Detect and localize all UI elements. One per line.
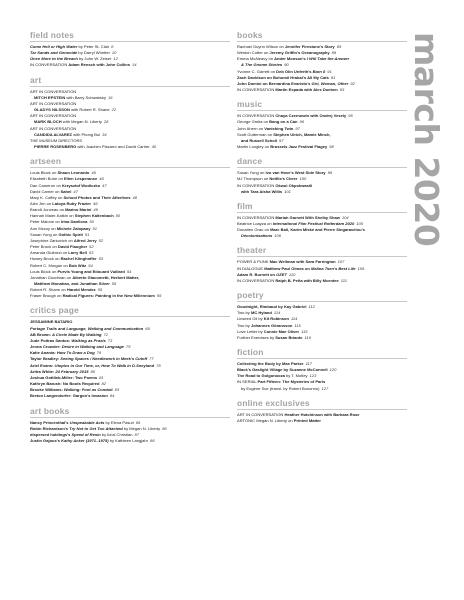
entry-text: Heather Hutchinson with Barbara Rose xyxy=(284,411,360,417)
entry-text: Breton Langendorfer: xyxy=(30,393,73,399)
entry-text: Scott Gutterman on xyxy=(237,131,274,137)
entry-text: Mac Wellman with Sara Farrington xyxy=(269,259,336,265)
entry-text: Linseed Oil by xyxy=(237,316,264,322)
page-number: 93 xyxy=(339,87,345,93)
entry-text: Netflix's Cheer xyxy=(269,176,298,182)
page-number: 55 xyxy=(156,293,162,299)
section-heading: online exclusives xyxy=(237,398,407,410)
entry-text: Susan Briante xyxy=(275,334,303,340)
page-number: 48 xyxy=(132,194,138,200)
entry-text: MITCH EPSTEIN xyxy=(34,94,66,100)
toc-entry[interactable] xyxy=(237,87,407,93)
entry-text: Rachel Klinghoffer xyxy=(60,256,97,262)
entry-text: Beatrice Loayza on xyxy=(237,220,273,226)
entry-text: IN CONVERSATION xyxy=(30,62,69,68)
entry-text: Martin Longley on xyxy=(237,144,271,150)
page-number: 10 xyxy=(111,50,117,56)
page-number: 40 xyxy=(151,144,157,150)
entry-text: George Grella on xyxy=(237,119,270,125)
page-number: 114 xyxy=(273,310,281,316)
entry-text: School Photos and Their Afterlives xyxy=(63,194,131,200)
page-number: 95 xyxy=(348,113,353,119)
entry-text: Once More to the Breach xyxy=(30,56,78,62)
entry-text: Kathy Acker (1971–1975) xyxy=(61,437,109,443)
page-number: 90 xyxy=(284,62,289,68)
section-heading: books xyxy=(237,30,407,42)
entry-text: Purvis Young and Edouard Vuillard xyxy=(57,268,125,274)
entry-text: with Megan N. Liberty xyxy=(61,119,102,125)
entry-text: Irina Danilova xyxy=(60,219,88,225)
entry-text: Peter Malone on xyxy=(30,219,61,225)
entry-text: Part Fifteen: The Mysteries of Paris xyxy=(257,379,326,385)
entry-text: Zach Davidson on Bohumil Hrabal's All My Cats xyxy=(237,74,329,80)
page-number: 12 xyxy=(113,56,118,62)
page-number: 8 xyxy=(111,44,114,49)
toc-entry[interactable] xyxy=(237,144,407,150)
entry-text: Brooke Williams: xyxy=(30,387,64,393)
section-heading: artseen xyxy=(30,156,230,168)
entry-text: Ander Monson's xyxy=(274,56,307,62)
toc-entry[interactable] xyxy=(237,233,407,239)
entry-text: Girl, Woman, Other xyxy=(311,80,349,86)
page-number: 46 xyxy=(99,176,104,182)
entry-text: Louis Block on xyxy=(30,268,58,274)
toc-entry[interactable] xyxy=(237,418,407,424)
entry-text: ART IN CONVERSATION xyxy=(237,411,285,417)
entry-text: Donatien Grau on xyxy=(237,227,271,233)
entry-text: ART IN CONVERSATION xyxy=(30,88,77,94)
page-number: 51 xyxy=(92,225,98,231)
entry-text: Jeremy Griffin's Oceanography xyxy=(269,50,330,56)
entry-text: Love Letter by xyxy=(237,328,264,334)
page-number: 69 xyxy=(145,325,150,331)
entry-text: Kathryn Barush: xyxy=(30,381,63,387)
entry-text: IN CONVERSATION xyxy=(237,182,276,188)
entry-text: Michele Zalopany xyxy=(56,225,91,231)
issue-date-vertical-title: march 2020 xyxy=(407,32,446,247)
section-poetry xyxy=(237,290,407,341)
page-number: 92 xyxy=(350,80,355,86)
entry-text: Shaun Leonardo xyxy=(57,170,90,176)
page-number: 112 xyxy=(308,304,315,310)
entry-text: by Kathleen Langjahr xyxy=(108,437,149,443)
page-number: 86 xyxy=(135,419,141,425)
page-number: 96 xyxy=(299,119,305,125)
entry-text: Susan Yung on xyxy=(237,170,266,176)
page-number: 89 xyxy=(336,44,342,49)
entry-text: Walking: Foot as Conduit xyxy=(63,387,113,393)
section-fiction xyxy=(237,347,407,392)
entry-text: Ariel Evans: xyxy=(30,362,55,368)
page-number: 53 xyxy=(88,250,94,256)
page-number: 55 xyxy=(97,287,103,293)
page-number: 89 xyxy=(331,50,337,56)
entry-text: Adam R. Burnett on xyxy=(237,271,277,277)
section-heading: field notes xyxy=(30,30,230,42)
page-number: 87 xyxy=(134,431,140,437)
entry-text: Peter Brock on xyxy=(30,244,58,250)
entry-text: PIERRE ROSENBERG xyxy=(34,144,77,150)
section-heading: theater xyxy=(237,245,407,257)
entry-text: Robert C. Morgan on xyxy=(30,262,69,268)
page-number: 50 xyxy=(115,213,121,219)
page-number: 115 xyxy=(294,322,301,328)
entry-text: Further Exercises by xyxy=(237,334,276,340)
entry-text: Try Not to Get Too Attached xyxy=(69,425,123,431)
entry-text: International Film Festival Rotterdam 2020 xyxy=(272,220,355,226)
page-number: 97 xyxy=(295,125,300,131)
page-number: 78 xyxy=(156,362,161,368)
page-number: 52 xyxy=(89,244,94,250)
page-number: 50 xyxy=(89,219,94,225)
entry-text: MJ Thompson on xyxy=(237,176,270,182)
section-art xyxy=(30,75,230,151)
entry-text: Marino Marini xyxy=(65,207,92,213)
entry-text: with Barry Schwabsky xyxy=(65,94,106,100)
section-heading: art xyxy=(30,75,230,87)
entry-text: Ralph B. Peña with Billy Mcentee xyxy=(275,277,339,283)
section-art-books xyxy=(30,406,230,445)
entry-text: MC Hyland xyxy=(250,310,272,316)
entry-text: Louis Block on xyxy=(30,170,58,176)
entry-text: Tar Sands and Genocide xyxy=(30,50,78,56)
page-number: 53 xyxy=(98,256,104,262)
toc-entry[interactable] xyxy=(30,393,230,399)
page-number: 120 xyxy=(329,367,337,373)
page-number: 101 xyxy=(284,188,291,194)
entry-text: ART IN CONVERSATION xyxy=(30,113,77,119)
entry-text: Hannah Maier-Katkin on xyxy=(30,213,75,219)
page-number: 105 xyxy=(356,220,363,226)
entry-text: Weston Cutter on xyxy=(237,50,270,56)
entry-text: Ellen Lesperance xyxy=(63,176,98,182)
page-number: 46 xyxy=(91,170,96,176)
page-number: 75 xyxy=(125,344,131,350)
entry-text: IN CONVERSATION xyxy=(237,87,276,93)
entry-text: Howey Brock on xyxy=(30,256,61,262)
page-number: 47 xyxy=(73,188,78,194)
section-heading: film xyxy=(237,201,407,213)
entry-text: Walking as Praxis xyxy=(71,337,106,343)
page-number: 55 xyxy=(111,281,117,286)
page-number: 107 xyxy=(337,259,345,265)
entry-text: by John W. Zeiser xyxy=(77,56,112,62)
entry-text: Rachael Guynn Wilson on xyxy=(237,44,285,49)
entry-text: Yvonne C. Garrett on xyxy=(237,68,277,74)
entry-text: Alberto Giacometti, Herbert Matter, xyxy=(72,274,140,280)
page-number: 52 xyxy=(98,237,104,243)
entry-text: Dan Cameron on xyxy=(30,182,62,188)
page-number: 47 xyxy=(102,182,107,188)
entry-text: CANDIDA ALVAREZ xyxy=(34,131,72,137)
page-number: 99 xyxy=(327,170,333,176)
page-number: 54 xyxy=(126,268,132,274)
entry-text: AB Brown: xyxy=(30,331,53,337)
toc-entry[interactable] xyxy=(237,386,407,392)
section-music xyxy=(237,99,407,150)
entry-text: Justin Gajoux's xyxy=(30,437,62,443)
entry-text: Joshua Gottlieb-Miller: xyxy=(30,374,75,380)
entry-text: Katie Anania: xyxy=(30,350,57,356)
entry-text: with Joachim Pissarro and David Carrier xyxy=(76,144,150,150)
entry-text: Taylor Bradley: xyxy=(30,356,61,362)
entry-text: Malina Tsen's Best Life xyxy=(311,265,356,271)
page-number: 91 xyxy=(327,68,332,74)
page-number: 49 xyxy=(93,207,98,213)
page-number: 73 xyxy=(107,337,113,343)
entry-text: Gargon's Invasion xyxy=(72,393,108,399)
entry-text: JESSAMINE BATARIO xyxy=(30,319,73,325)
entry-text: Alfred Jerry xyxy=(73,237,97,243)
page-number: 86 xyxy=(162,425,167,431)
entry-text: Matthew Paul Olmos on xyxy=(264,265,311,271)
entry-text: Bang on a Can xyxy=(269,119,298,125)
entry-text: by Elena Pasuri xyxy=(104,419,134,425)
entry-text: Vanishing Twin xyxy=(264,125,294,131)
entry-text: Collecting the Body by Max Parker xyxy=(237,361,304,366)
entry-text: IN DIALOGUE xyxy=(237,265,265,271)
page-number: 127 xyxy=(321,385,329,391)
entry-text: Matthew Monahan, and Jonathan Silver xyxy=(34,281,110,286)
entry-text: Desire in Walking and Language xyxy=(61,344,124,350)
page-number: 84 xyxy=(109,393,115,399)
entry-text: Come Hell or High Water xyxy=(30,44,78,49)
entry-text: Barn 8 xyxy=(312,68,326,74)
section-heading: music xyxy=(237,99,407,111)
entry-text: Brussels Jazz Festival Flagey xyxy=(270,144,328,150)
page-number: 111 xyxy=(340,277,347,283)
entry-text: Robin Richardson's xyxy=(30,425,70,431)
entry-text: dispersed holdings's xyxy=(30,431,72,437)
page-number: 97 xyxy=(278,137,284,143)
entry-text: Emma McAleavy on xyxy=(237,56,275,62)
section-dance xyxy=(237,156,407,195)
entry-text: with Tara Aisha Willis xyxy=(241,188,283,194)
entry-text: How To Draw a Dog xyxy=(56,350,95,356)
entry-text: Unspeakable Acts xyxy=(69,419,105,425)
toc-entry[interactable] xyxy=(30,62,230,68)
page-number: 114 xyxy=(290,316,298,322)
entry-text: No Boots Required xyxy=(62,381,100,387)
entry-text: Aritra White: xyxy=(30,368,56,374)
entry-text: Speed of Resin xyxy=(71,431,101,437)
section-artseen xyxy=(30,156,230,299)
toc-entry[interactable] xyxy=(237,189,407,195)
entry-text: Alex Jen on xyxy=(30,200,53,206)
entry-text: Latoya Ruby Frazier xyxy=(52,200,91,206)
entry-text: A Circle Made By Walking xyxy=(52,331,102,337)
entry-text: ARTONIC xyxy=(237,417,257,423)
section-heading: poetry xyxy=(237,290,407,302)
page-number: 28 xyxy=(103,119,109,125)
toc-entry[interactable] xyxy=(30,438,230,444)
section-heading: dance xyxy=(237,156,407,168)
entry-text: Stephen Ulrich, Mamie Minch, xyxy=(273,131,331,137)
page-number: 117 xyxy=(305,361,313,366)
entry-text: Kay Gabriel xyxy=(283,304,307,310)
entry-text: ART IN CONVERSATION xyxy=(30,125,77,131)
entry-text: Mariah Garnett With Shelby Shaw xyxy=(275,214,340,220)
entry-text: Martin Expada with Alex Dueben xyxy=(275,87,338,93)
page-number: 81 xyxy=(99,374,104,380)
entry-text: Adam Rensch with John Collins xyxy=(68,62,130,68)
page-number: 14 xyxy=(131,62,137,68)
page-number: 88 xyxy=(150,437,155,443)
entry-text: IN CONVERSATION xyxy=(237,214,276,220)
entry-text: by Darryl Whetter xyxy=(77,50,110,56)
entry-text: Ann Mccoy on xyxy=(30,225,57,231)
entry-text: Utopics in Our Time, or, How To Walk In D.Sneyland xyxy=(54,362,155,368)
section-online-exclusives xyxy=(237,398,407,424)
page-number: 51 xyxy=(84,231,90,237)
entry-text: with Robert R. Shane xyxy=(69,107,110,113)
entry-text: Okwui Okpokwasili xyxy=(275,182,313,188)
entry-text: Elizabeth Buhe on xyxy=(30,176,64,182)
entry-text: & The Gnome Stories xyxy=(241,62,283,68)
entry-text: Amanda Gluibizzi on xyxy=(30,250,69,256)
entry-text: Two by xyxy=(237,322,251,328)
entry-text: Josephine Zarkovich on xyxy=(30,237,74,243)
entry-text: Fraser Brough on xyxy=(30,293,63,299)
entry-text: Chaya Czernowin with Ondrej Vesely xyxy=(275,113,347,119)
entry-text: IN CONVERSATION xyxy=(237,277,276,283)
page-number: 115 xyxy=(301,328,308,334)
entry-text: Connie Mae Oliver xyxy=(263,328,300,334)
left-column xyxy=(30,30,230,450)
entry-text: Gothic Spirit xyxy=(58,231,83,237)
entry-text: Goodnight, Rimbaud by xyxy=(237,304,284,310)
entry-text: Jude Poitras Santos: xyxy=(30,337,72,343)
entry-text: Nancy Princenthal's xyxy=(30,419,70,425)
entry-text: The Road to Golgonooza xyxy=(237,373,285,379)
entry-text: David Flaugher xyxy=(57,244,88,250)
entry-text: 24 February 2015 xyxy=(55,368,89,374)
right-column xyxy=(237,30,407,430)
page-number: 72 xyxy=(103,331,109,337)
entry-text: Stephen Kaltenbach xyxy=(74,213,114,219)
section-heading: critics page xyxy=(30,305,230,317)
page-number: 98 xyxy=(329,144,334,150)
section-film xyxy=(237,201,407,240)
page-number: 106 xyxy=(274,233,282,239)
entry-text: Susan Yung on xyxy=(30,231,59,237)
entry-text: Black's Gaslight Village by Suzanne McConnell xyxy=(237,367,328,373)
entry-text: John Domini on Bernardina Evaristo's xyxy=(237,80,312,86)
entry-text: Johannes Göransson xyxy=(250,322,293,328)
entry-text: Radical Figures: Painting in the New Millennium xyxy=(62,293,155,299)
entry-text: IN SERIAL xyxy=(237,379,258,385)
entry-text: by T. Motley xyxy=(284,373,308,379)
entry-text: ART IN CONVERSATION xyxy=(30,100,77,106)
entry-text: I Will Take the Answer xyxy=(306,56,350,62)
toc-entry[interactable] xyxy=(237,278,407,284)
entry-text: by Eugène Sue (transl. by Robert Bononno) xyxy=(241,385,320,391)
page-number: 49 xyxy=(92,200,98,206)
page-number: 34 xyxy=(102,131,107,137)
page-number: 104 xyxy=(341,214,349,220)
section-heading: art books xyxy=(30,406,230,418)
entry-text: Megan N. Liberty on xyxy=(256,417,294,423)
entry-text: Printed Matter xyxy=(293,417,321,423)
entry-text: Larry Bell xyxy=(68,250,87,256)
toc-entry[interactable] xyxy=(30,293,230,299)
entry-text: with Phong Bui xyxy=(72,131,101,137)
entry-text: Jennifer Firestone's Story xyxy=(284,44,335,49)
toc-entry[interactable] xyxy=(30,144,230,150)
entry-text: MARK BLOCH xyxy=(34,119,62,125)
entry-text: David Carrier on xyxy=(30,188,61,194)
entry-text: by Megan N. Liberty xyxy=(122,425,161,431)
page-number: 100 xyxy=(299,176,307,182)
page-number: 77 xyxy=(149,356,154,362)
section-books xyxy=(237,30,407,93)
entry-text: OZET xyxy=(276,271,287,277)
entry-text: Brandt Junceau on xyxy=(30,207,66,213)
entry-text: Seeing Spaces / Needlework in Meek's Cutoff xyxy=(60,356,148,362)
entry-text: Two by xyxy=(237,310,251,316)
entry-text: POWER & PUNK xyxy=(237,259,270,265)
entry-text: Portage Trails and Language, Walking and Communication xyxy=(30,325,144,331)
entry-text: Marc Ball, Karim Miské and Pierre Singaravélou's xyxy=(270,227,365,233)
page-number: 123 xyxy=(309,373,317,379)
toc-entry[interactable] xyxy=(237,335,407,341)
section-field-notes xyxy=(30,30,230,69)
entry-text: IN CONVERSATION xyxy=(237,113,276,119)
page-number: 116 xyxy=(304,334,311,340)
entry-text: Bob Witz xyxy=(68,262,87,268)
page-number: 83 xyxy=(114,387,120,393)
entry-text: Jenna Crowder: xyxy=(30,344,62,350)
page-number: 16 xyxy=(107,94,113,100)
page-number: 22 xyxy=(111,107,117,113)
entry-text: Two Poems xyxy=(74,374,98,380)
entry-text: Kit Robinson xyxy=(263,316,289,322)
page-number: 54 xyxy=(88,262,93,268)
page-number: 80 xyxy=(90,368,95,374)
page-number: 76 xyxy=(96,350,102,356)
entry-text: by Ila'al Christian xyxy=(100,431,133,437)
entry-text: Sahel xyxy=(60,188,72,194)
entry-text: GLADYS NILSSON xyxy=(34,107,70,113)
entry-text: Krzysztof Wodiczko xyxy=(61,182,101,188)
entry-text: Décolonisations xyxy=(241,233,273,239)
section-theater xyxy=(237,245,407,284)
section-heading: fiction xyxy=(237,347,407,359)
entry-text: by Peter St. Clair xyxy=(77,44,110,49)
entry-text: John Ahern on xyxy=(237,125,265,131)
page-number: 110 xyxy=(288,271,296,277)
entry-text: Mary K. Coffey on xyxy=(30,194,64,200)
page-number: 91 xyxy=(330,74,336,80)
entry-text: Jonathan Goodman on xyxy=(30,274,73,280)
entry-text: THE MUSEUM DIRECTORS xyxy=(30,137,83,143)
entry-text: Deb Olin Unferth's xyxy=(276,68,313,74)
entry-text: Harold Mendez xyxy=(66,287,96,293)
page-number: 82 xyxy=(101,381,107,387)
entry-text: Ivo van Hove's West Side Story xyxy=(265,170,326,176)
entry-text: Robert R. Shane on xyxy=(30,287,67,293)
page-number: 109 xyxy=(357,265,365,271)
section-critics-page xyxy=(30,305,230,399)
entry-text: and Russell Scholl xyxy=(241,137,277,143)
